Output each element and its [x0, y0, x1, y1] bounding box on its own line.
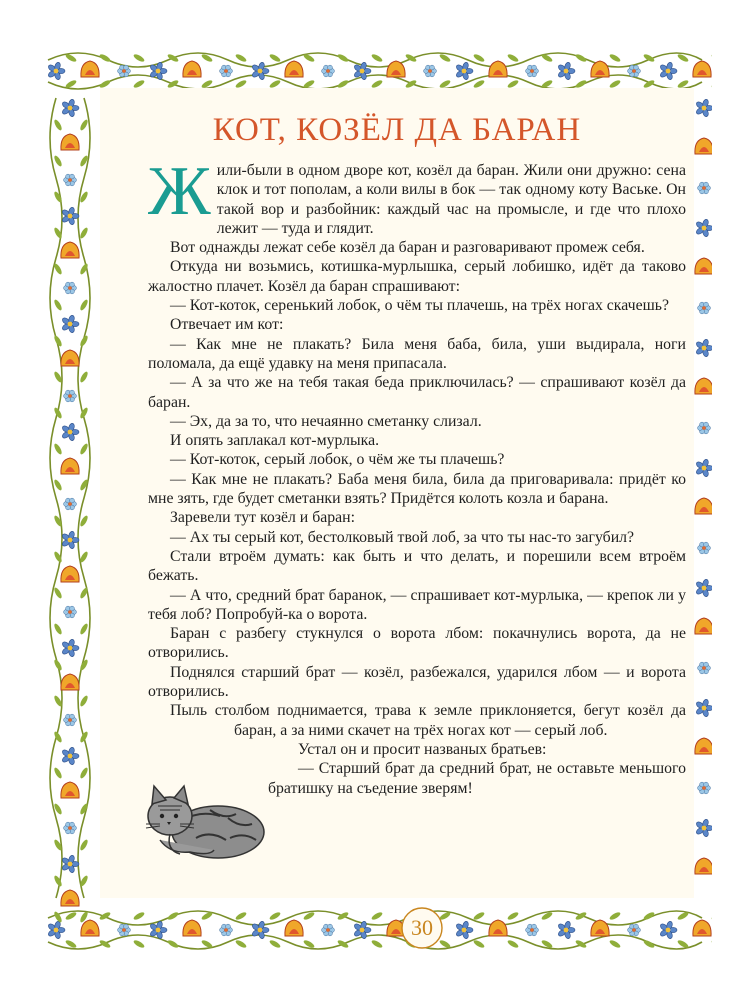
- paragraph: — А за что же на тебя такая беда приключилась? — спрашивают козёл да баран.: [148, 374, 686, 411]
- paragraph: Поднялся старший брат — козёл, разбежался, ударился лбом — и ворота отворились.: [148, 663, 686, 701]
- paragraph: Отвечает им кот:: [170, 316, 284, 334]
- paragraph: — Как мне не плакать? Била меня баба, била, уши выдирала, ноги поломала, да ещё удавку на меня припасала.: [148, 335, 686, 372]
- paragraph: Устал он и просит названых братьев:: [298, 740, 547, 758]
- paragraph: — Как мне не плакать? Баба меня била, била да приговаривала: придёт ко мне зять, где будет сметанки взять? Придётся колоть козла и барана.: [148, 470, 686, 508]
- paragraph: Вот однажды лежат себе козёл да баран и разговаривают промеж себя.: [170, 239, 645, 257]
- paragraph: Пыль столбом поднимается, трава к земле приклоняется, бегут козёл да баран, а за ними скачет на трёх ногах кот — серый лоб.: [170, 702, 686, 739]
- page-title: КОТ, КОЗЁЛ ДА БАРАН: [212, 112, 582, 148]
- cat-illustration: [140, 780, 270, 862]
- paragraph: Баран с разбегу стукнулся о ворота лбом: покачнулись ворота, да не отворились.: [148, 625, 686, 662]
- paragraph: — Кот-коток, серый лобок, о чём же ты плачешь?: [170, 451, 505, 469]
- paragraph: Откуда ни возьмись, котишка-мурлышка, серый лобишко, идёт да таково жалостно плачет. Козёл да баран спрашивают:: [148, 258, 686, 295]
- paragraph: — Старший брат да средний брат, не оставьте меньшого братишку на съедение зверям!: [268, 760, 686, 797]
- paragraph: Стали втроём думать: как быть и что делать, и порешили всем втроём бежать.: [148, 547, 686, 585]
- paragraph: — Кот-коток, серенький лобок, о чём ты плачешь, на трёх ногах скачешь?: [170, 297, 669, 315]
- paragraph: — Эх, да за то, что нечаянно сметанку слизал.: [170, 412, 482, 430]
- drop-cap: Ж: [148, 153, 211, 230]
- paragraph: И опять заплакал кот-мурлыка.: [170, 432, 380, 450]
- paragraph: Заревели тут козёл и баран:: [170, 509, 356, 527]
- paragraph: — А что, средний брат баранок, — спрашивает кот-мурлыка, — крепок ли у тебя лоб? Попробуй-ка о ворота.: [148, 586, 686, 623]
- page-number: 30: [411, 915, 433, 940]
- story-text: [148, 153, 686, 798]
- paragraph: Жили-были в одном дворе кот, козёл да баран. Жили они дружно: сена клок и тот пополам, а коли вилы в бок — так одному коту Ваське. Он такой вор и разбойник: каждый час на промысле, и где что плохо лежит — туда и глядит.: [148, 153, 686, 237]
- paragraph: — Ах ты серый кот, бестолковый твой лоб, за что ты нас-то загубил?: [170, 528, 635, 546]
